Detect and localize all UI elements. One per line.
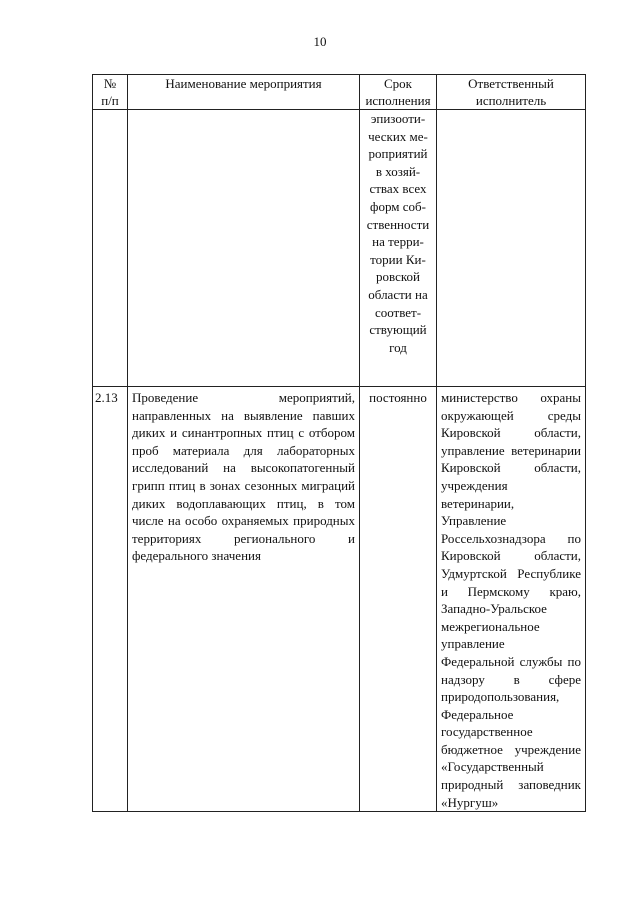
header-responsible-line: Ответственный: [468, 76, 554, 91]
header-num-line: п/п: [101, 93, 119, 108]
page-number: 10: [313, 34, 327, 49]
header-num: [93, 75, 128, 110]
row-name-cell: Проведение мероприятий, направленных на выявление павших диких и синантропных птиц с отбором проб материала для лабораторных исследований на высокопатогенный грипп птиц в зонах сезонных миграций диких водоплавающих птиц, в том числе на особо охраняемых природных территориях регионального и федерального значения: [128, 387, 360, 812]
header-term-line: Срок: [384, 76, 412, 91]
header-responsible: [437, 75, 586, 110]
table-row-continuation: [93, 110, 586, 387]
cont-term-line: на терри-: [372, 234, 424, 250]
header-name: [128, 75, 360, 110]
cont-term-line: ствах всех: [369, 181, 427, 197]
cont-name-cell: [128, 110, 360, 387]
table-header-row: [93, 75, 586, 110]
cont-term-line: ствующий: [369, 322, 427, 338]
header-name-label: Наименование мероприятия: [165, 76, 322, 91]
cont-term-line: тории Ки-: [370, 251, 426, 267]
cont-term-line: год: [389, 339, 407, 355]
cont-term-line: в хозяй-: [375, 163, 421, 179]
cont-term-line: эпизооти-: [370, 111, 426, 126]
cont-num-cell: [93, 110, 128, 387]
activity-table: [92, 74, 586, 812]
cont-term-cell: [360, 110, 437, 387]
row-num-cell: 2.13: [93, 387, 128, 812]
header-term: [360, 75, 437, 110]
cont-term-line: области на: [368, 286, 428, 302]
cont-term-line: ровской: [376, 269, 420, 285]
header-term-line: исполнения: [365, 93, 431, 108]
cont-term-line: соответ-: [374, 304, 422, 320]
cont-term-line: роприятий: [368, 146, 428, 162]
row-term-cell: постоянно: [360, 387, 437, 812]
cont-term-line: ческих ме-: [368, 128, 428, 144]
cont-term-line: ственности: [366, 216, 430, 232]
cont-term-line: форм соб-: [370, 198, 426, 214]
table-row: [93, 387, 586, 812]
header-responsible-line: исполнитель: [475, 93, 547, 108]
cont-responsible-cell: [437, 110, 586, 387]
header-num-line: №: [103, 76, 117, 91]
row-responsible-cell: министерство охраны окружающей среды Кировской области, управление ветеринарии Кировской области, учреждения ветеринарии, Управление Россельхознадзора по Кировской области, Удмуртской Республике и Пермскому краю, Западно-Уральское межрегиональное управление Федеральной службы по надзору в сфере природопользования, Федеральное государственное бюджетное учреждение «Государственный природный заповедник «Нургуш»: [437, 387, 586, 812]
